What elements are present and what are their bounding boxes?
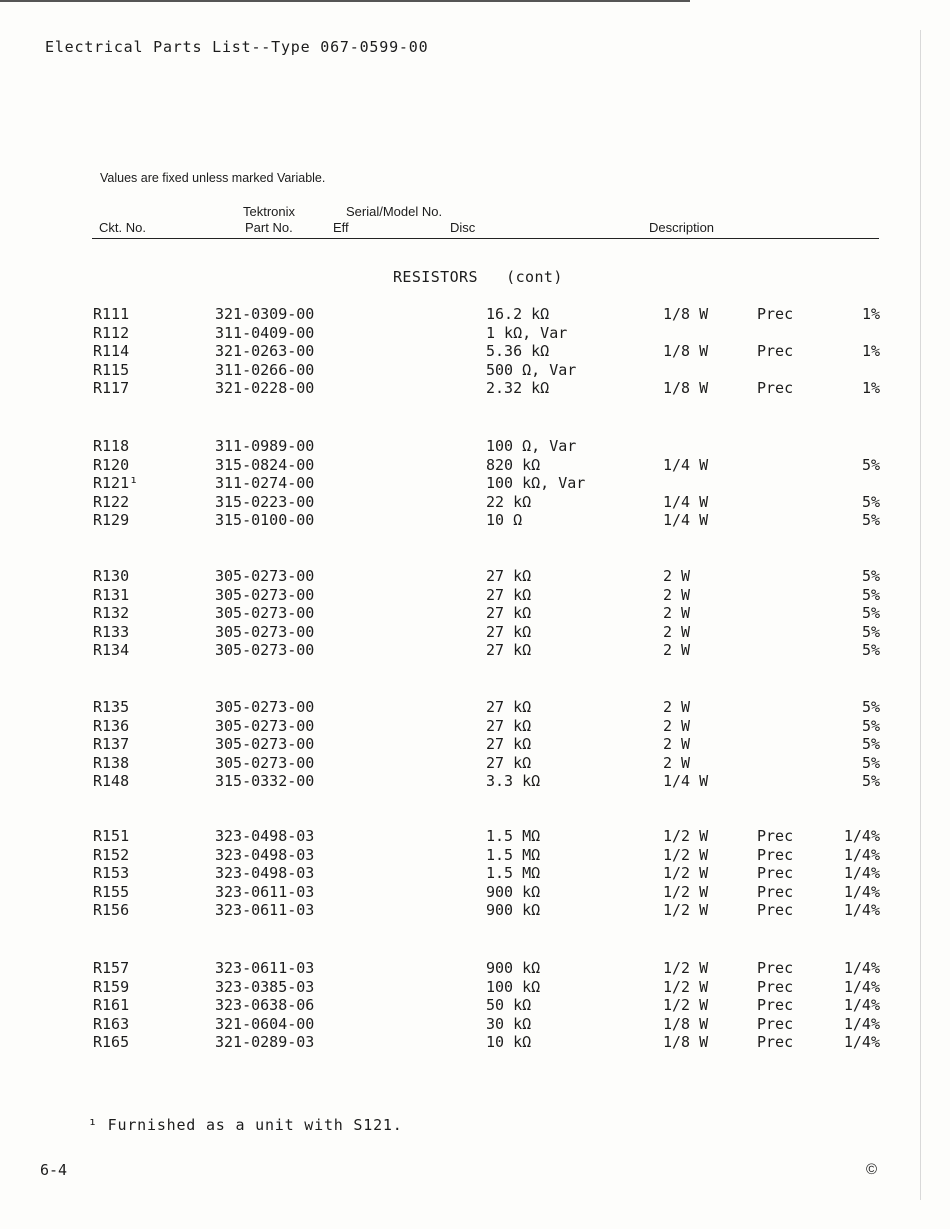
part-no-cell: 305-0273-00 bbox=[215, 604, 315, 623]
ckt-no-cell: R122 bbox=[93, 492, 130, 511]
ckt-no-cell: R156 bbox=[93, 901, 130, 920]
precision-cell: Prec bbox=[757, 882, 794, 901]
wattage-cell: 1/8 W bbox=[663, 379, 709, 398]
wattage-cell: 2 W bbox=[663, 698, 691, 716]
value-cell: 900 kΩ bbox=[486, 959, 541, 977]
header-eff: Eff bbox=[333, 220, 349, 235]
part-no-cell: 321-0289-03 bbox=[215, 1033, 315, 1052]
tolerance-cell: 1/4% bbox=[843, 827, 880, 845]
value-cell: 27 kΩ bbox=[486, 641, 532, 660]
table-row bbox=[0, 864, 950, 883]
part-no-cell: 311-0266-00 bbox=[215, 360, 315, 379]
tolerance-cell: 5% bbox=[861, 622, 880, 641]
tolerance-cell: 1% bbox=[861, 305, 880, 323]
precision-cell: Prec bbox=[757, 1014, 794, 1033]
ckt-no-cell: R117 bbox=[93, 379, 130, 398]
part-no-cell: 323-0385-03 bbox=[215, 977, 315, 996]
wattage-cell: 1/2 W bbox=[663, 996, 709, 1015]
ckt-no-cell: R111 bbox=[93, 305, 130, 323]
value-cell: 1.5 MΩ bbox=[486, 827, 541, 845]
tolerance-cell: 1% bbox=[861, 342, 880, 361]
header-serial-model: Serial/Model No. bbox=[346, 204, 443, 219]
part-no-cell: 323-0498-03 bbox=[215, 864, 315, 883]
header-ckt-no: Ckt. No. bbox=[99, 220, 146, 235]
tolerance-cell: 1/4% bbox=[843, 845, 880, 864]
wattage-cell: 2 W bbox=[663, 585, 691, 604]
part-no-cell: 323-0611-03 bbox=[215, 882, 315, 901]
table-row bbox=[0, 717, 950, 736]
precision-cell: Prec bbox=[757, 864, 794, 883]
value-cell: 27 kΩ bbox=[486, 604, 532, 623]
ckt-no-cell: R148 bbox=[93, 772, 130, 791]
value-cell: 27 kΩ bbox=[486, 622, 532, 641]
value-cell: 900 kΩ bbox=[486, 901, 541, 920]
wattage-cell: 1/8 W bbox=[663, 1014, 709, 1033]
table-row bbox=[0, 511, 950, 530]
value-cell: 10 kΩ bbox=[486, 1033, 532, 1052]
wattage-cell: 1/8 W bbox=[663, 1033, 709, 1052]
document-title: Electrical Parts List--Type 067-0599-00 bbox=[45, 38, 429, 56]
ckt-no-cell: R161 bbox=[93, 996, 130, 1015]
ckt-no-cell: R118 bbox=[93, 437, 130, 455]
part-no-cell: 315-0100-00 bbox=[215, 511, 315, 530]
part-no-cell: 323-0611-03 bbox=[215, 959, 315, 977]
part-no-cell: 305-0273-00 bbox=[215, 585, 315, 604]
header-disc: Disc bbox=[450, 220, 476, 235]
value-cell: 5.36 kΩ bbox=[486, 342, 550, 361]
table-row bbox=[0, 883, 950, 902]
table-row bbox=[0, 567, 950, 586]
table-row bbox=[0, 456, 950, 475]
wattage-cell: 2 W bbox=[663, 622, 691, 641]
ckt-no-cell: R153 bbox=[93, 864, 130, 883]
table-row bbox=[0, 361, 950, 380]
ckt-no-cell: R138 bbox=[93, 753, 130, 772]
part-no-cell: 321-0228-00 bbox=[215, 379, 315, 398]
tolerance-cell: 5% bbox=[861, 585, 880, 604]
tolerance-cell: 5% bbox=[861, 567, 880, 585]
section-title: RESISTORS (cont) bbox=[393, 268, 563, 286]
tolerance-cell: 5% bbox=[861, 735, 880, 754]
table-row bbox=[0, 978, 950, 997]
part-no-cell: 321-0604-00 bbox=[215, 1014, 315, 1033]
wattage-cell: 2 W bbox=[663, 604, 691, 623]
table-row bbox=[0, 959, 950, 978]
table-row bbox=[0, 996, 950, 1015]
table-row bbox=[0, 604, 950, 623]
value-cell: 22 kΩ bbox=[486, 492, 532, 511]
page-number: 6-4 bbox=[40, 1161, 68, 1179]
part-no-cell: 315-0223-00 bbox=[215, 492, 315, 511]
value-cell: 820 kΩ bbox=[486, 455, 541, 474]
part-no-cell: 311-0274-00 bbox=[215, 474, 315, 493]
part-no-cell: 323-0498-03 bbox=[215, 845, 315, 864]
part-no-cell: 305-0273-00 bbox=[215, 641, 315, 660]
wattage-cell: 1/4 W bbox=[663, 455, 709, 474]
wattage-cell: 1/8 W bbox=[663, 342, 709, 361]
values-note: Values are fixed unless marked Variable. bbox=[100, 171, 326, 185]
value-cell: 2.32 kΩ bbox=[486, 379, 550, 398]
part-no-cell: 305-0273-00 bbox=[215, 753, 315, 772]
tolerance-cell: 5% bbox=[861, 604, 880, 623]
wattage-cell: 1/2 W bbox=[663, 901, 709, 920]
value-cell: 27 kΩ bbox=[486, 585, 532, 604]
tolerance-cell: 1/4% bbox=[843, 1014, 880, 1033]
precision-cell: Prec bbox=[757, 901, 794, 920]
value-cell: 1.5 MΩ bbox=[486, 864, 541, 883]
table-row bbox=[0, 641, 950, 660]
table-row bbox=[0, 379, 950, 398]
value-cell: 27 kΩ bbox=[486, 735, 532, 754]
table-row bbox=[0, 698, 950, 717]
header-rule bbox=[92, 238, 879, 239]
ckt-no-cell: R165 bbox=[93, 1033, 130, 1052]
ckt-no-cell: R155 bbox=[93, 882, 130, 901]
table-row bbox=[0, 586, 950, 605]
table-row bbox=[0, 493, 950, 512]
precision-cell: Prec bbox=[757, 1033, 794, 1052]
tolerance-cell: 5% bbox=[861, 511, 880, 530]
precision-cell: Prec bbox=[757, 959, 794, 977]
table-row bbox=[0, 1015, 950, 1034]
wattage-cell: 1/2 W bbox=[663, 882, 709, 901]
part-no-cell: 323-0638-06 bbox=[215, 996, 315, 1015]
tolerance-cell: 5% bbox=[861, 772, 880, 791]
value-cell: 27 kΩ bbox=[486, 753, 532, 772]
tolerance-cell: 5% bbox=[861, 455, 880, 474]
tolerance-cell: 5% bbox=[861, 698, 880, 716]
ckt-no-cell: R134 bbox=[93, 641, 130, 660]
value-cell: 10 Ω bbox=[486, 511, 523, 530]
ckt-no-cell: R137 bbox=[93, 735, 130, 754]
part-no-cell: 305-0273-00 bbox=[215, 735, 315, 754]
table-row bbox=[0, 772, 950, 791]
value-cell: 27 kΩ bbox=[486, 567, 532, 585]
ckt-no-cell: R135 bbox=[93, 698, 130, 716]
value-cell: 900 kΩ bbox=[486, 882, 541, 901]
wattage-cell: 1/4 W bbox=[663, 511, 709, 530]
table-row bbox=[0, 623, 950, 642]
ckt-no-cell: R120 bbox=[93, 455, 130, 474]
wattage-cell: 1/2 W bbox=[663, 864, 709, 883]
part-no-cell: 305-0273-00 bbox=[215, 567, 315, 585]
table-row bbox=[0, 324, 950, 343]
part-no-cell: 311-0409-00 bbox=[215, 323, 315, 342]
tolerance-cell: 1/4% bbox=[843, 996, 880, 1015]
tolerance-cell: 5% bbox=[861, 641, 880, 660]
part-no-cell: 321-0309-00 bbox=[215, 305, 315, 323]
wattage-cell: 2 W bbox=[663, 567, 691, 585]
tolerance-cell: 1/4% bbox=[843, 977, 880, 996]
part-no-cell: 323-0611-03 bbox=[215, 901, 315, 920]
wattage-cell: 1/4 W bbox=[663, 492, 709, 511]
value-cell: 16.2 kΩ bbox=[486, 305, 550, 323]
ckt-no-cell: R131 bbox=[93, 585, 130, 604]
precision-cell: Prec bbox=[757, 827, 794, 845]
tolerance-cell: 1/4% bbox=[843, 901, 880, 920]
value-cell: 50 kΩ bbox=[486, 996, 532, 1015]
header-tektronix: Tektronix bbox=[243, 204, 296, 219]
precision-cell: Prec bbox=[757, 845, 794, 864]
precision-cell: Prec bbox=[757, 305, 794, 323]
precision-cell: Prec bbox=[757, 996, 794, 1015]
tolerance-cell: 1/4% bbox=[843, 882, 880, 901]
ckt-no-cell: R133 bbox=[93, 622, 130, 641]
wattage-cell: 1/8 W bbox=[663, 305, 709, 323]
wattage-cell: 2 W bbox=[663, 735, 691, 754]
wattage-cell: 2 W bbox=[663, 716, 691, 735]
ckt-no-cell: R130 bbox=[93, 567, 130, 585]
tolerance-cell: 1/4% bbox=[843, 864, 880, 883]
table-row bbox=[0, 901, 950, 920]
ckt-no-cell: R152 bbox=[93, 845, 130, 864]
tolerance-cell: 1/4% bbox=[843, 1033, 880, 1052]
wattage-cell: 1/2 W bbox=[663, 977, 709, 996]
copyright-mark: © bbox=[866, 1161, 878, 1178]
table-row bbox=[0, 846, 950, 865]
part-no-cell: 315-0332-00 bbox=[215, 772, 315, 791]
value-cell: 100 kΩ, Var bbox=[486, 474, 586, 493]
value-cell: 3.3 kΩ bbox=[486, 772, 541, 791]
header-part-no: Part No. bbox=[245, 220, 293, 235]
ckt-no-cell: R163 bbox=[93, 1014, 130, 1033]
table-row bbox=[0, 437, 950, 456]
table-row bbox=[0, 735, 950, 754]
precision-cell: Prec bbox=[757, 977, 794, 996]
value-cell: 500 Ω, Var bbox=[486, 360, 577, 379]
part-no-cell: 305-0273-00 bbox=[215, 698, 315, 716]
table-row bbox=[0, 1033, 950, 1052]
tolerance-cell: 1/4% bbox=[843, 959, 880, 977]
value-cell: 100 kΩ bbox=[486, 977, 541, 996]
ckt-no-cell: R151 bbox=[93, 827, 130, 845]
table-row bbox=[0, 754, 950, 773]
ckt-no-cell: R136 bbox=[93, 716, 130, 735]
table-row bbox=[0, 342, 950, 361]
wattage-cell: 1/2 W bbox=[663, 845, 709, 864]
value-cell: 27 kΩ bbox=[486, 716, 532, 735]
wattage-cell: 2 W bbox=[663, 641, 691, 660]
tolerance-cell: 5% bbox=[861, 753, 880, 772]
part-no-cell: 311-0989-00 bbox=[215, 437, 315, 455]
value-cell: 100 Ω, Var bbox=[486, 437, 577, 455]
ckt-no-cell: R112 bbox=[93, 323, 130, 342]
header-description: Description bbox=[649, 220, 715, 235]
part-no-cell: 305-0273-00 bbox=[215, 716, 315, 735]
wattage-cell: 1/4 W bbox=[663, 772, 709, 791]
ckt-no-cell: R115 bbox=[93, 360, 130, 379]
ckt-no-cell: R121¹ bbox=[93, 474, 139, 493]
table-row bbox=[0, 474, 950, 493]
ckt-no-cell: R114 bbox=[93, 342, 130, 361]
wattage-cell: 2 W bbox=[663, 753, 691, 772]
table-row bbox=[0, 827, 950, 846]
value-cell: 30 kΩ bbox=[486, 1014, 532, 1033]
value-cell: 1 kΩ, Var bbox=[486, 323, 568, 342]
value-cell: 27 kΩ bbox=[486, 698, 532, 716]
precision-cell: Prec bbox=[757, 342, 794, 361]
ckt-no-cell: R157 bbox=[93, 959, 130, 977]
footnote: ¹ Furnished as a unit with S121. bbox=[88, 1116, 403, 1134]
part-no-cell: 305-0273-00 bbox=[215, 622, 315, 641]
ckt-no-cell: R159 bbox=[93, 977, 130, 996]
wattage-cell: 1/2 W bbox=[663, 959, 709, 977]
table-row bbox=[0, 305, 950, 324]
tolerance-cell: 5% bbox=[861, 716, 880, 735]
ckt-no-cell: R132 bbox=[93, 604, 130, 623]
tolerance-cell: 1% bbox=[861, 379, 880, 398]
part-no-cell: 323-0498-03 bbox=[215, 827, 315, 845]
part-no-cell: 321-0263-00 bbox=[215, 342, 315, 361]
value-cell: 1.5 MΩ bbox=[486, 845, 541, 864]
ckt-no-cell: R129 bbox=[93, 511, 130, 530]
precision-cell: Prec bbox=[757, 379, 794, 398]
wattage-cell: 1/2 W bbox=[663, 827, 709, 845]
part-no-cell: 315-0824-00 bbox=[215, 455, 315, 474]
top-border-rule bbox=[0, 0, 690, 2]
tolerance-cell: 5% bbox=[861, 492, 880, 511]
